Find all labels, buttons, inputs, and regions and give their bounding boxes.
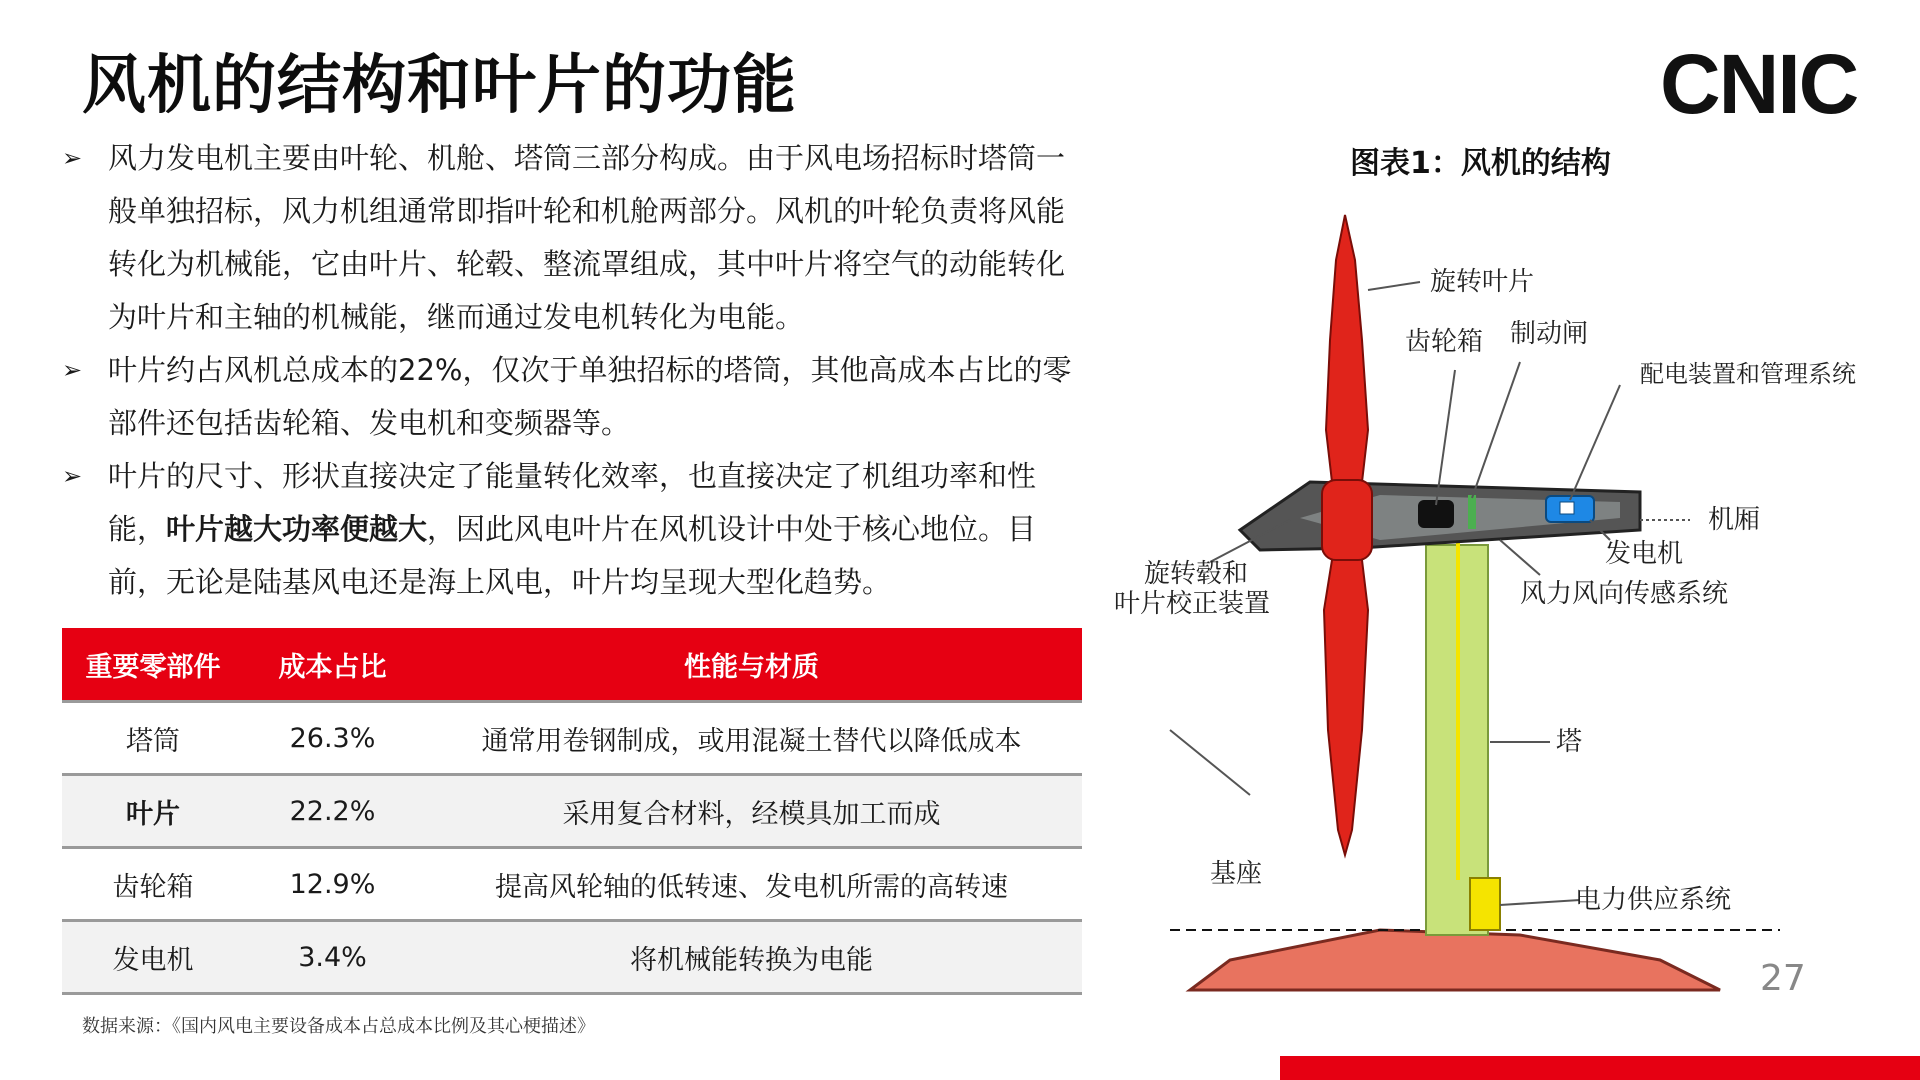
label-distribution: 配电装置和管理系统	[1640, 360, 1856, 388]
table-cell-desc: 提高风轮轴的低转速、发电机所需的高转速	[421, 848, 1082, 921]
table-header-part: 重要零部件	[62, 628, 244, 702]
label-blade: 旋转叶片	[1430, 267, 1535, 297]
table-header-desc: 性能与材质	[421, 628, 1082, 702]
label-hub-2: 叶片校正装置	[1114, 589, 1271, 619]
label-power: 电力供应系统	[1575, 885, 1732, 915]
table-cell-desc: 将机械能转换为电能	[421, 921, 1082, 994]
page-number: 27	[1760, 958, 1806, 999]
label-gearbox: 齿轮箱	[1405, 327, 1484, 357]
table-cell-part: 塔筒	[62, 702, 244, 775]
table-cell-part: 齿轮箱	[62, 848, 244, 921]
label-tower: 塔	[1556, 727, 1583, 757]
page-title: 风机的结构和叶片的功能	[82, 49, 797, 123]
table-cell-desc: 采用复合材料，经模具加工而成	[421, 775, 1082, 848]
distribution-box	[1560, 502, 1574, 514]
table-cell-desc: 通常用卷钢制成，或用混凝土替代以降低成本	[421, 702, 1082, 775]
table-row	[62, 921, 1082, 994]
figure-title: 图表1：风机的结构	[1350, 146, 1611, 181]
table-cell-share: 22.2%	[244, 775, 421, 848]
label-base: 基座	[1210, 859, 1263, 889]
table-cell-share: 26.3%	[244, 702, 421, 775]
bottom-accent-bar	[1280, 1056, 1920, 1080]
leader-line	[1500, 900, 1580, 905]
cnic-logo: CNIC	[1660, 37, 1858, 131]
bullet-text: 风力发电机主要由叶轮、机舱、塔筒三部分构成。由于风电场招标时塔筒一般单独招标，风力机组通常即指叶轮和机舱两部分。风机的叶轮负责将风能转化为机械能，它由叶片、轮毂、整流罩组成，其中叶片将空气的动能转化为叶片和主轴的机械能，继而通过发电机转化为电能。	[108, 141, 1066, 334]
bullet-item-1	[60, 132, 1090, 344]
label-generator: 发电机	[1605, 539, 1684, 569]
bullet-text: 叶片约占风机总成本的22%，仅次于单独招标的塔筒，其他高成本占比的零部件还包括齿轮箱、发电机和变频器等。	[108, 353, 1072, 440]
table-cell-share: 3.4%	[244, 921, 421, 994]
hub-shape	[1322, 480, 1372, 560]
arrow-marker-icon: ➢	[62, 144, 83, 172]
wind-turbine-diagram	[1100, 190, 1880, 1010]
brake-shape	[1468, 495, 1476, 529]
blade-upper	[1326, 215, 1368, 490]
leader-line	[1170, 730, 1250, 795]
leader-line	[1368, 282, 1420, 290]
bullet-item-2	[60, 344, 1090, 450]
bullet-list	[60, 132, 1090, 609]
bullet-text: 叶片的尺寸、形状直接决定了能量转化效率，也直接决定了机组功率和性能，	[108, 459, 1037, 546]
data-source-note: 数据来源：《国内风电主要设备成本占总成本比例及其心梗描述》	[82, 1016, 595, 1037]
leader-line	[1472, 362, 1520, 498]
power-supply-box	[1470, 878, 1500, 930]
leader-line	[1570, 385, 1620, 500]
arrow-marker-icon: ➢	[62, 356, 83, 384]
table-row	[62, 702, 1082, 775]
table-row	[62, 775, 1082, 848]
table-row	[62, 848, 1082, 921]
table-header-share: 成本占比	[244, 628, 421, 702]
table-cell-part: 叶片	[62, 775, 244, 848]
bullet-text-tail: ，因此风电叶片在风机设计中处于核心地位。目前，无论是陆基风电还是海上风电，叶片均呈现大型化趋势。	[108, 512, 1037, 599]
table-cell-share: 12.9%	[244, 848, 421, 921]
arrow-marker-icon: ➢	[62, 462, 83, 490]
table-header-row	[62, 628, 1082, 702]
cost-table	[62, 628, 1082, 995]
blade-lower	[1324, 550, 1368, 855]
table-cell-part: 发电机	[62, 921, 244, 994]
bullet-emphasis: 叶片越大功率便越大	[166, 512, 428, 546]
leader-line	[1500, 540, 1540, 575]
label-sensor: 风力风向传感系统	[1520, 579, 1729, 609]
label-hub-1: 旋转毂和	[1144, 559, 1249, 589]
base-shape	[1190, 930, 1720, 990]
label-brake: 制动闸	[1510, 319, 1589, 349]
bullet-item-3	[60, 450, 1090, 609]
label-nacelle: 机厢	[1708, 505, 1761, 535]
